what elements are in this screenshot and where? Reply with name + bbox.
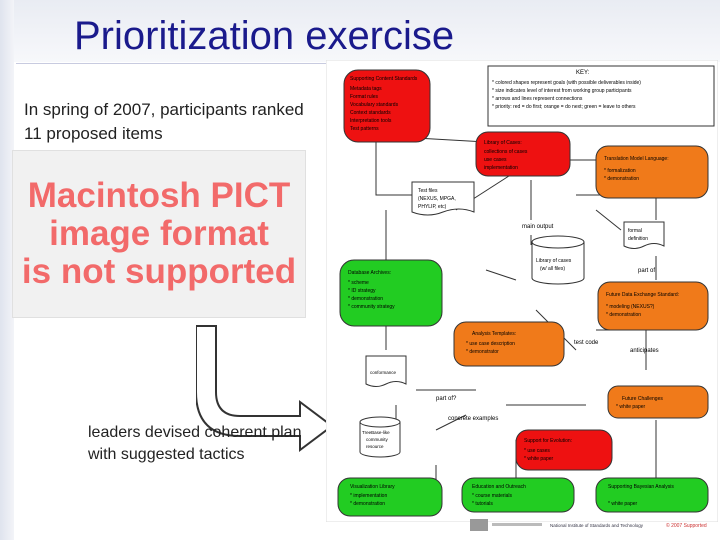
node-item: * community strategy [348, 304, 395, 310]
node-line: Test files [418, 188, 438, 194]
node-database-archives [340, 260, 442, 326]
label-main-output: main output [522, 224, 554, 230]
node-item: * demonstration [604, 176, 640, 182]
node-item: Test patterns [350, 126, 379, 132]
label-test-code: test code [574, 340, 599, 346]
node-title: Education and Outreach [472, 484, 526, 490]
node-item: * demonstration [350, 501, 386, 507]
roadmap-diagram [326, 60, 718, 522]
node-title: Visualization Library [350, 484, 395, 490]
logo-text-bar [492, 523, 542, 526]
node-line: definition [628, 236, 649, 242]
label-part-of: part of [638, 268, 656, 274]
node-line: formal [628, 228, 642, 234]
node-item: Format rules [350, 94, 379, 100]
node-item: * tutorials [472, 501, 493, 507]
legend-line-4: * priority: red = do first; orange = do next; green = leave to others [492, 104, 636, 110]
node-item: Metadata tags [350, 86, 382, 92]
node-support-evolution [516, 430, 612, 470]
node-item: * use cases [524, 448, 550, 454]
node-title: Supporting Bayesian Analysis [608, 484, 674, 490]
copyright-text: © 2007 Supported [666, 523, 707, 529]
node-treebase-resource [360, 417, 400, 457]
label-anticipates: anticipates [630, 348, 659, 354]
legend-line-3: * arrows and lines represent connections [492, 96, 583, 102]
node-line: PHYLIP, etc) [418, 204, 447, 210]
node-item: * use case description [466, 341, 515, 347]
footer-logo-strip [470, 516, 716, 534]
node-item: * course materials [472, 493, 513, 499]
node-item: * ID strategy [348, 288, 376, 294]
node-title: Support for Evolution: [524, 438, 573, 444]
node-item: * white paper [524, 456, 554, 462]
node-title: Library of Cases: [484, 140, 522, 146]
intro-text: In spring of 2007, participants ranked 11 proposed items [24, 100, 304, 143]
legend-box [488, 66, 714, 126]
node-item: * modeling (NEXUS?) [606, 304, 655, 310]
node-item: use cases [484, 157, 507, 163]
unsupported-image-placeholder [12, 150, 306, 318]
node-line: (w/ all files) [540, 266, 566, 272]
node-visualization-library [338, 478, 442, 516]
node-line: resource [366, 444, 384, 449]
node-item: * white paper [616, 404, 646, 410]
node-supporting-content [344, 70, 430, 142]
legend-line-1: * colored shapes represent goals (with possible deliverables inside) [492, 80, 641, 86]
node-title: Future Challenges [622, 396, 663, 402]
node-conformance [366, 356, 406, 387]
node-title: Future Data Exchange Standard: [606, 292, 680, 298]
node-item: collections of cases [484, 149, 528, 155]
plan-caption: leaders devised coherent plan with suggested tactics [88, 424, 302, 463]
node-item: * demonstrator [466, 349, 499, 355]
node-item: Vocabulary standards [350, 102, 399, 108]
node-translation-model [596, 146, 708, 198]
node-item: * demonstration [348, 296, 384, 302]
node-line: TreeBase-like [362, 430, 390, 435]
node-item: Interpretation tools [350, 118, 392, 124]
node-future-data-exchange [598, 282, 708, 330]
logo-mark [470, 519, 488, 531]
node-line: community [366, 437, 388, 442]
node-future-challenges [608, 386, 708, 418]
node-education-outreach [462, 478, 574, 512]
node-library-of-cases [476, 132, 570, 176]
node-line: Library of cases [536, 258, 572, 264]
label-part-of-question: part of? [436, 396, 457, 402]
node-item: * scheme [348, 280, 369, 286]
label-concrete-examples: concrete examples [448, 416, 499, 422]
node-title: Database Archives: [348, 270, 392, 276]
pict-placeholder-text: Macintosh PICT image format is not supported [21, 176, 297, 291]
legend-line-2: * size indicates level of interest from working group participants [492, 88, 632, 94]
node-title: Analysis Templates: [472, 331, 517, 337]
node-item: * white paper [608, 501, 638, 507]
slide-title: Prioritization exercise [74, 14, 455, 58]
node-item: * formalization [604, 168, 636, 174]
node-line: conformance [370, 370, 397, 375]
node-item: implementation [484, 165, 518, 171]
legend-title: KEY: [576, 70, 590, 76]
nist-logo-text: National Institute of Standards and Technology [550, 523, 643, 528]
node-item: * demonstration [606, 312, 642, 318]
node-item: * implementation [350, 493, 388, 499]
node-item: Context standards [350, 110, 391, 116]
node-analysis-templates [454, 322, 564, 366]
node-line: (NEXUS, MPGA, [418, 196, 456, 202]
node-title: Translation Model Language: [604, 156, 669, 162]
node-library-cases-db [532, 236, 584, 284]
node-supporting-bayesian [596, 478, 708, 512]
node-title: Supporting Content Standards [350, 76, 418, 82]
footer-logos [470, 516, 716, 534]
